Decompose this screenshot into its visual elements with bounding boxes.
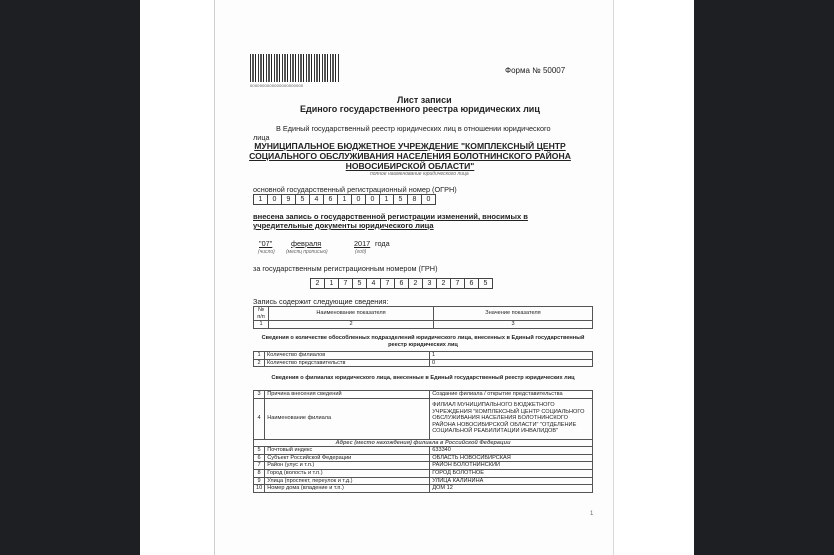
date-day-caption: (число): [258, 249, 275, 255]
grn-digit: 7: [339, 278, 353, 289]
row-value: ГОРОД БОЛОТНОЕ: [430, 469, 593, 477]
row-num: 5: [254, 447, 265, 455]
ogrn-digit: 0: [268, 194, 282, 205]
section2-table: [253, 390, 593, 493]
ogrn-digit: 5: [394, 194, 408, 205]
table-row: [254, 398, 593, 439]
row-value: РАЙОН БОЛОТНИНСКИЙ: [430, 462, 593, 470]
row-name: Почтовый индекс: [265, 447, 430, 455]
ogrn-digit: 9: [282, 194, 296, 205]
barcode-image: [250, 54, 340, 82]
page-number: 1: [590, 511, 594, 517]
table-row: [254, 359, 593, 367]
date-year-suffix: года: [375, 239, 390, 248]
table-row: [254, 447, 593, 455]
date-day: "07": [259, 239, 273, 248]
grn-label: за государственным регистрационным номером (ГРН): [253, 264, 438, 273]
grn-digit: 2: [437, 278, 451, 289]
ogrn-digit: 0: [366, 194, 380, 205]
ogrn-cells: [253, 194, 436, 205]
row-name: Район (улус и т.п.): [265, 462, 430, 470]
grn-digit: 5: [479, 278, 493, 289]
date-year-caption: (год): [355, 249, 367, 255]
organization-name: МУНИЦИПАЛЬНОЕ БЮДЖЕТНОЕ УЧРЕЖДЕНИЕ "КОМПЛЕКСНЫЙ ЦЕНТР СОЦИАЛЬНОГО ОБСЛУЖИВАНИЯ НАСЕЛЕНИЯ БОЛОТНИНСКОГО РАЙОНА НОВОСИБИРСКОЙ ОБЛАСТИ": [249, 141, 571, 171]
section1-table: [253, 351, 593, 367]
table-row: [254, 439, 593, 447]
viewer-right-margin: [694, 0, 834, 555]
entry-text-line1: внесена запись о государственной регистрации изменений, вносимых в: [253, 212, 528, 221]
doc-title: Лист записи: [397, 95, 452, 105]
grn-digit: 4: [367, 278, 381, 289]
ogrn-digit: 0: [422, 194, 436, 205]
row-num: 7: [254, 462, 265, 470]
record-contains-label: Запись содержит следующие сведения:: [253, 297, 389, 306]
section1-title: Сведения о количестве обособленных подразделений юридического лица, внесенных в Единый государственный реестр юридических лиц: [261, 335, 585, 348]
grn-digit: 1: [325, 278, 339, 289]
intro-text-line2: лица: [253, 133, 270, 142]
barcode-text: 0000000000000000000000: [250, 83, 304, 88]
grn-digit: 3: [423, 278, 437, 289]
grn-digit: 6: [395, 278, 409, 289]
form-number: Форма № 50007: [505, 66, 566, 75]
row-num: 8: [254, 469, 265, 477]
grn-digit: 2: [409, 278, 423, 289]
ogrn-digit: 1: [338, 194, 352, 205]
table-row: [254, 352, 593, 360]
row-name: Улица (проспект, переулок и т.д.): [265, 477, 430, 485]
doc-subtitle: Единого государственного реестра юридических лиц: [300, 104, 540, 114]
row-num: 10: [254, 485, 265, 493]
ogrn-digit: 5: [296, 194, 310, 205]
row-name: Количество представительств: [265, 359, 430, 367]
header-table: [253, 306, 593, 329]
row-value: ДОМ 12: [430, 485, 593, 493]
row-name: Номер дома (владение и т.п.): [265, 485, 430, 493]
row-num: 2: [254, 359, 265, 367]
ogrn-digit: 1: [254, 194, 268, 205]
row-name: Город (волость и т.п.): [265, 469, 430, 477]
row-value: ФИЛИАЛ МУНИЦИПАЛЬНОГО БЮДЖЕТНОГО УЧРЕЖДЕНИЯ "КОМПЛЕКСНЫЙ ЦЕНТР СОЦИАЛЬНОГО ОБСЛУЖИВАНИЯ НАСЕЛЕНИЯ БОЛОТНИНСКОГО РАЙОНА НОВОСИБИРСКОЙ ОБЛАСТИ" "ОТДЕЛЕНИЕ СОЦИАЛЬНОЙ РЕАБИЛИТАЦИИ ИНВАЛИДОВ": [430, 398, 593, 439]
ogrn-digit: 6: [324, 194, 338, 205]
col-value-header: Значение показателя: [434, 307, 593, 321]
col-index: 1: [254, 321, 269, 329]
col-name-header: Наименование показателя: [269, 307, 434, 321]
grn-digit: 7: [451, 278, 465, 289]
intro-text-line1: В Единый государственный реестр юридических лиц в отношении юридического: [276, 124, 551, 133]
ogrn-digit: 1: [380, 194, 394, 205]
table-row: [254, 462, 593, 470]
ogrn-label: основной государственный регистрационный номер (ОГРН): [253, 185, 457, 194]
grn-digit: 7: [381, 278, 395, 289]
row-name: Субъект Российской Федерации: [265, 454, 430, 462]
row-num: 1: [254, 352, 265, 360]
row-value: 0: [430, 359, 593, 367]
row-value: 633340: [430, 447, 593, 455]
ogrn-digit: 8: [408, 194, 422, 205]
row-num: 4: [254, 398, 265, 439]
row-name: Количество филиалов: [265, 352, 430, 360]
grn-cells: [310, 278, 493, 289]
grn-digit: 2: [311, 278, 325, 289]
row-value: Создание филиала / открытие представительства: [430, 391, 593, 399]
viewer-left-margin: [0, 0, 140, 555]
row-num: 9: [254, 477, 265, 485]
table-row: [254, 454, 593, 462]
entry-text-line2: учредительные документы юридического лица: [253, 221, 434, 230]
col-num-header: № п/п: [254, 307, 269, 321]
date-month: февраля: [291, 239, 322, 248]
date-year: 2017: [354, 239, 371, 248]
row-value: 1: [430, 352, 593, 360]
ogrn-digit: 0: [352, 194, 366, 205]
row-value: ОБЛАСТЬ НОВОСИБИРСКАЯ: [430, 454, 593, 462]
row-name: Причина внесения сведений: [265, 391, 430, 399]
row-num: 3: [254, 391, 265, 399]
row-name: Наименование филиала: [265, 398, 430, 439]
table-row: [254, 391, 593, 399]
ogrn-digit: 4: [310, 194, 324, 205]
date-month-caption: (месяц прописью): [286, 249, 328, 255]
address-header: Адрес (место нахождения) филиала в Российской Федерации: [254, 439, 593, 447]
table-row: [254, 477, 593, 485]
section2-title: Сведения о филиалах юридического лица, внесенные в Единый государственный реестр юридических лиц: [271, 375, 575, 381]
grn-digit: 5: [353, 278, 367, 289]
row-num: 6: [254, 454, 265, 462]
col-index: 3: [434, 321, 593, 329]
table-row: [254, 485, 593, 493]
col-index: 2: [269, 321, 434, 329]
table-row: [254, 469, 593, 477]
row-value: УЛИЦА КАЛИНИНА: [430, 477, 593, 485]
grn-digit: 6: [465, 278, 479, 289]
org-name-caption: полное наименование юридического лица: [370, 171, 469, 177]
